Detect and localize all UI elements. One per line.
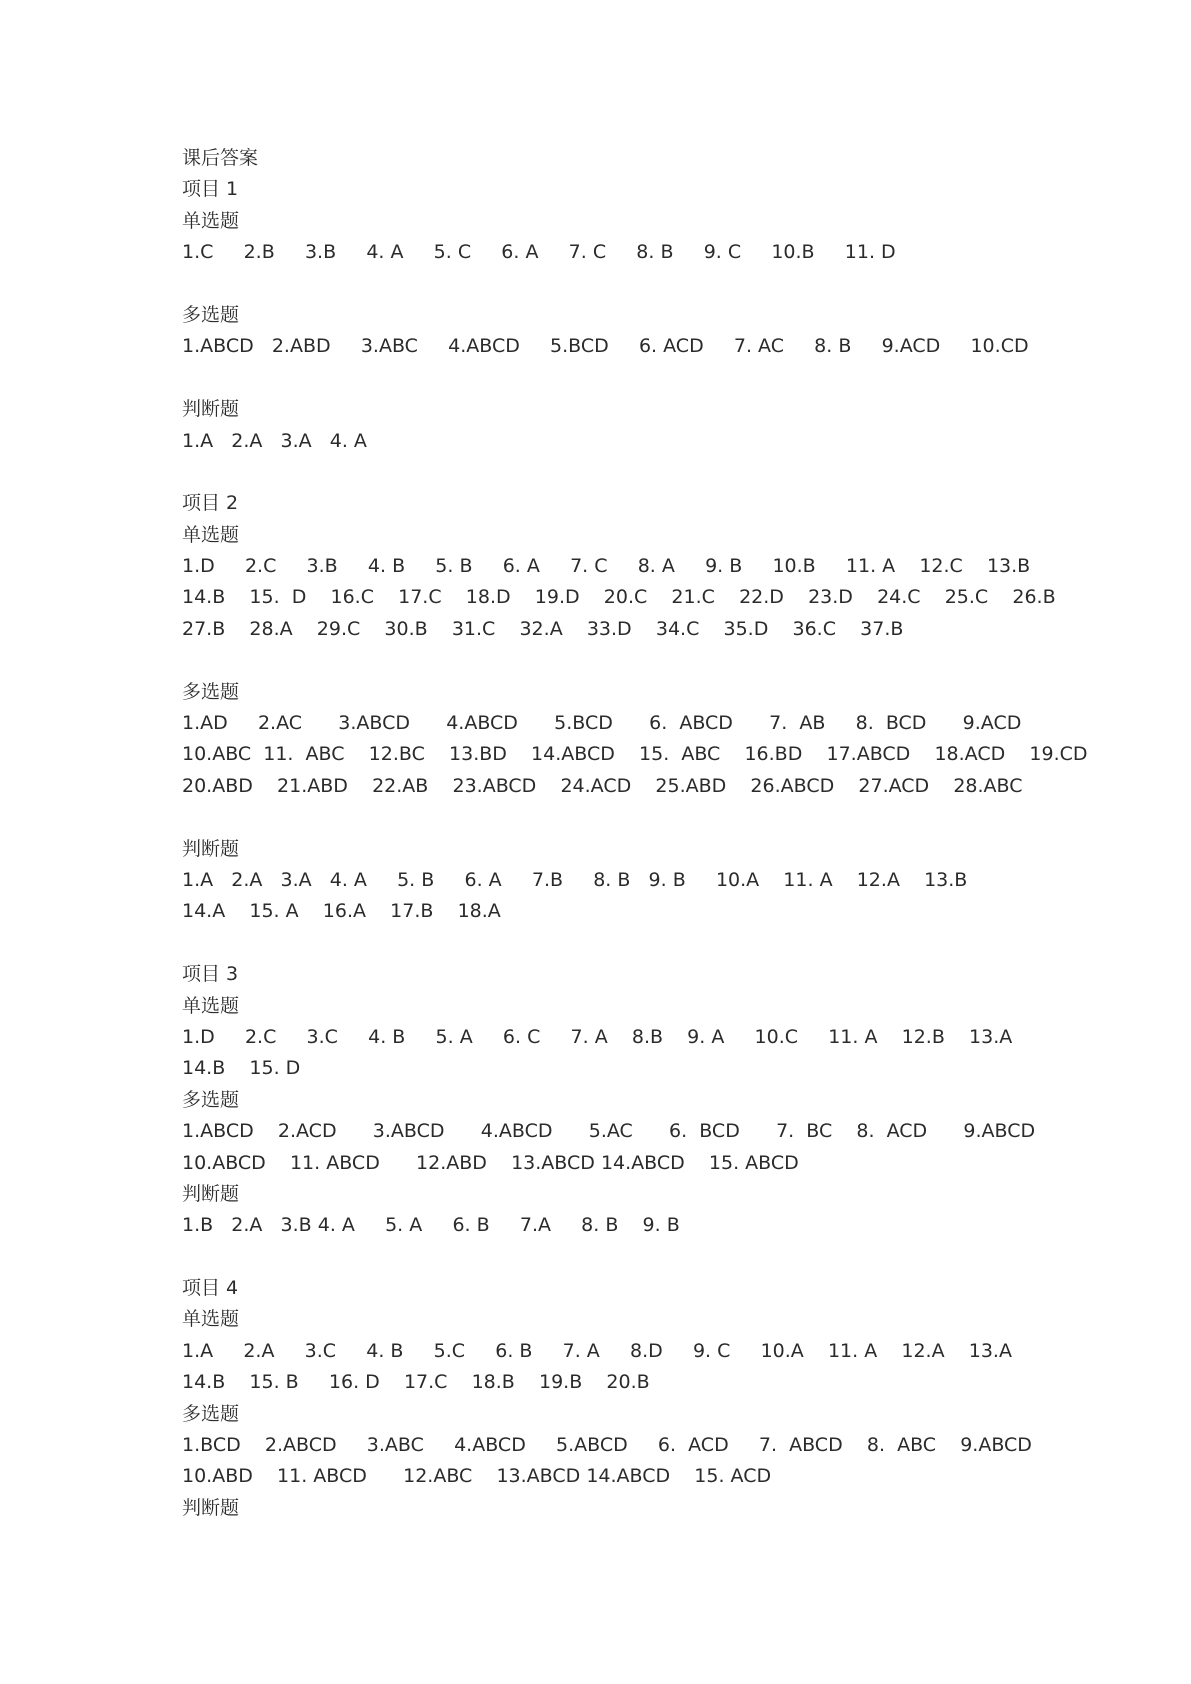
spacer [182,645,1062,676]
spacer [182,802,1062,833]
project-1-multi-choice-label: 多选题 [182,303,240,326]
document-title: 课后答案 [182,147,259,169]
project-3-multi-choice-answers-row-2: 10.ABCD 11. ABCD 12.ABD 13.ABCD 14.ABCD 15. ABCD [182,1151,799,1174]
project-2-multi-choice-answers-row-3: 20.ABD 21.ABD 22.AB 23.ABCD 24.ACD 25.ABD 26.ABCD 27.ACD 28.ABC [182,774,1023,797]
project-2-single-choice-answers-row-1: 1.D 2.C 3.B 4. B 5. B 6. A 7. C 8. A 9. B 10.B 11. A 12.C 13.B [182,555,1031,578]
project-1-true-false-label: 判断题 [182,398,240,421]
project-1-true-false-answers: 1.A 2.A 3.A 4. A [182,429,367,452]
project-1-single-choice-answers: 1.C 2.B 3.B 4. A 5. C 6. A 7. C 8. B 9. C 10.B 11. D [182,241,896,264]
answer-document [182,143,1088,1524]
project-4-multi-choice-label: 多选题 [182,1402,240,1425]
project-2-multi-choice-label: 多选题 [182,680,240,703]
spacer [182,928,1062,959]
project-2-true-false-label: 判断题 [182,837,240,860]
spacer [182,363,1062,394]
project-2-multi-choice-answers-row-1: 1.AD 2.AC 3.ABCD 4.ABCD 5.BCD 6. ABCD 7. AB 8. BCD 9.ACD [182,712,1022,735]
project-2-single-choice-label: 单选题 [182,523,240,546]
project-3-single-choice-label: 单选题 [182,994,240,1017]
project-2-single-choice-answers-row-2: 14.B 15. D 16.C 17.C 18.D 19.D 20.C 21.C 22.D 23.D 24.C 25.C 26.B [182,586,1056,609]
project-1-single-choice-label: 单选题 [182,209,240,232]
project-3-true-false-answers: 1.B 2.A 3.B 4. A 5. A 6. B 7.A 8. B 9. B [182,1214,680,1237]
project-4-multi-choice-answers-row-1: 1.BCD 2.ABCD 3.ABC 4.ABCD 5.ABCD 6. ACD 7. ABCD 8. ABC 9.ABCD [182,1434,1032,1457]
project-3-heading: 项目 3 [182,963,239,986]
project-2-true-false-answers-row-1: 1.A 2.A 3.A 4. A 5. B 6. A 7.B 8. B 9. B 10.A 11. A 12.A 13.B [182,868,968,891]
spacer [182,269,1062,300]
project-4-multi-choice-answers-row-2: 10.ABD 11. ABCD 12.ABC 13.ABCD 14.ABCD 15. ACD [182,1465,772,1488]
project-4-true-false-label: 判断题 [182,1496,240,1519]
project-2-heading: 项目 2 [182,492,239,515]
project-1-heading: 项目 1 [182,178,239,201]
project-4-single-choice-answers-row-1: 1.A 2.A 3.C 4. B 5.C 6. B 7. A 8.D 9. C 10.A 11. A 12.A 13.A [182,1339,1012,1362]
spacer [182,1242,1062,1273]
project-1-multi-choice-answers: 1.ABCD 2.ABD 3.ABC 4.ABCD 5.BCD 6. ACD 7. AC 8. B 9.ACD 10.CD [182,335,1029,358]
project-2-single-choice-answers-row-3: 27.B 28.A 29.C 30.B 31.C 32.A 33.D 34.C 35.D 36.C 37.B [182,617,904,640]
spacer [182,457,1062,488]
project-3-multi-choice-label: 多选题 [182,1088,240,1111]
project-2-multi-choice-answers-row-2: 10.ABC 11. ABC 12.BC 13.BD 14.ABCD 15. ABC 16.BD 17.ABCD 18.ACD 19.CD [182,743,1088,766]
project-3-true-false-label: 判断题 [182,1182,240,1205]
project-3-multi-choice-answers-row-1: 1.ABCD 2.ACD 3.ABCD 4.ABCD 5.AC 6. BCD 7. BC 8. ACD 9.ABCD [182,1120,1036,1143]
project-4-single-choice-answers-row-2: 14.B 15. B 16. D 17.C 18.B 19.B 20.B [182,1371,650,1394]
project-4-single-choice-label: 单选题 [182,1308,240,1331]
project-3-single-choice-answers-row-1: 1.D 2.C 3.C 4. B 5. A 6. C 7. A 8.B 9. A 10.C 11. A 12.B 13.A [182,1025,1013,1048]
project-4-heading: 项目 4 [182,1277,239,1300]
project-2-true-false-answers-row-2: 14.A 15. A 16.A 17.B 18.A [182,900,501,923]
project-3-single-choice-answers-row-2: 14.B 15. D [182,1057,301,1080]
